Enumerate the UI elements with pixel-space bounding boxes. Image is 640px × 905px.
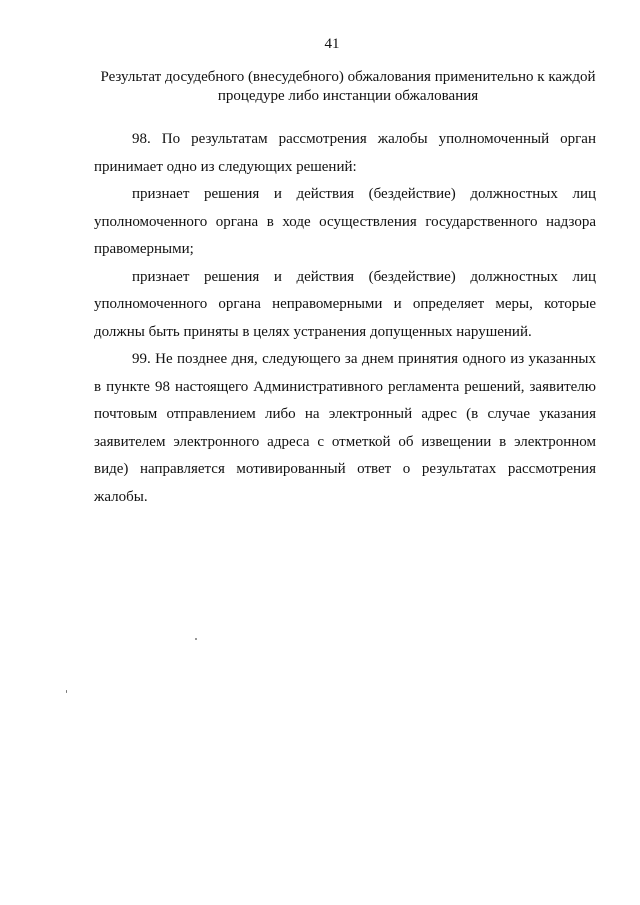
paragraph-99: 99. Не позднее дня, следующего за днем принятия одного из указанных в пункте 98 настоящего Административного регламента решений, заявителю почтовым отправлением либо на электронный адрес (в случае указания заявителем электронного адреса с отметкой об извещении в электронном виде) направляется мотивированный ответ о результатах рассмотрения жалобы.: [94, 351, 596, 505]
scan-speck: [66, 690, 67, 693]
paragraph-98: 98. По результатам рассмотрения жалобы уполномоченный орган принимает одно из следующих решений:: [94, 131, 596, 175]
paragraph-decision-lawful: признает решения и действия (бездействие) должностных лиц уполномоченного органа в ходе осуществления государственного надзора правомерными;: [94, 186, 596, 257]
page-number: 41: [324, 36, 340, 52]
scan-speck: [195, 638, 197, 640]
section-heading: Результат досудебного (внесудебного) обжалования применительно к каждой процедуре либо инстанции обжалования: [100, 69, 596, 104]
body-text: [94, 126, 596, 511]
paragraph-decision-unlawful: признает решения и действия (бездействие) должностных лиц уполномоченного органа неправомерными и определяет меры, которые должны быть приняты в целях устранения допущенных нарушений.: [94, 268, 596, 340]
